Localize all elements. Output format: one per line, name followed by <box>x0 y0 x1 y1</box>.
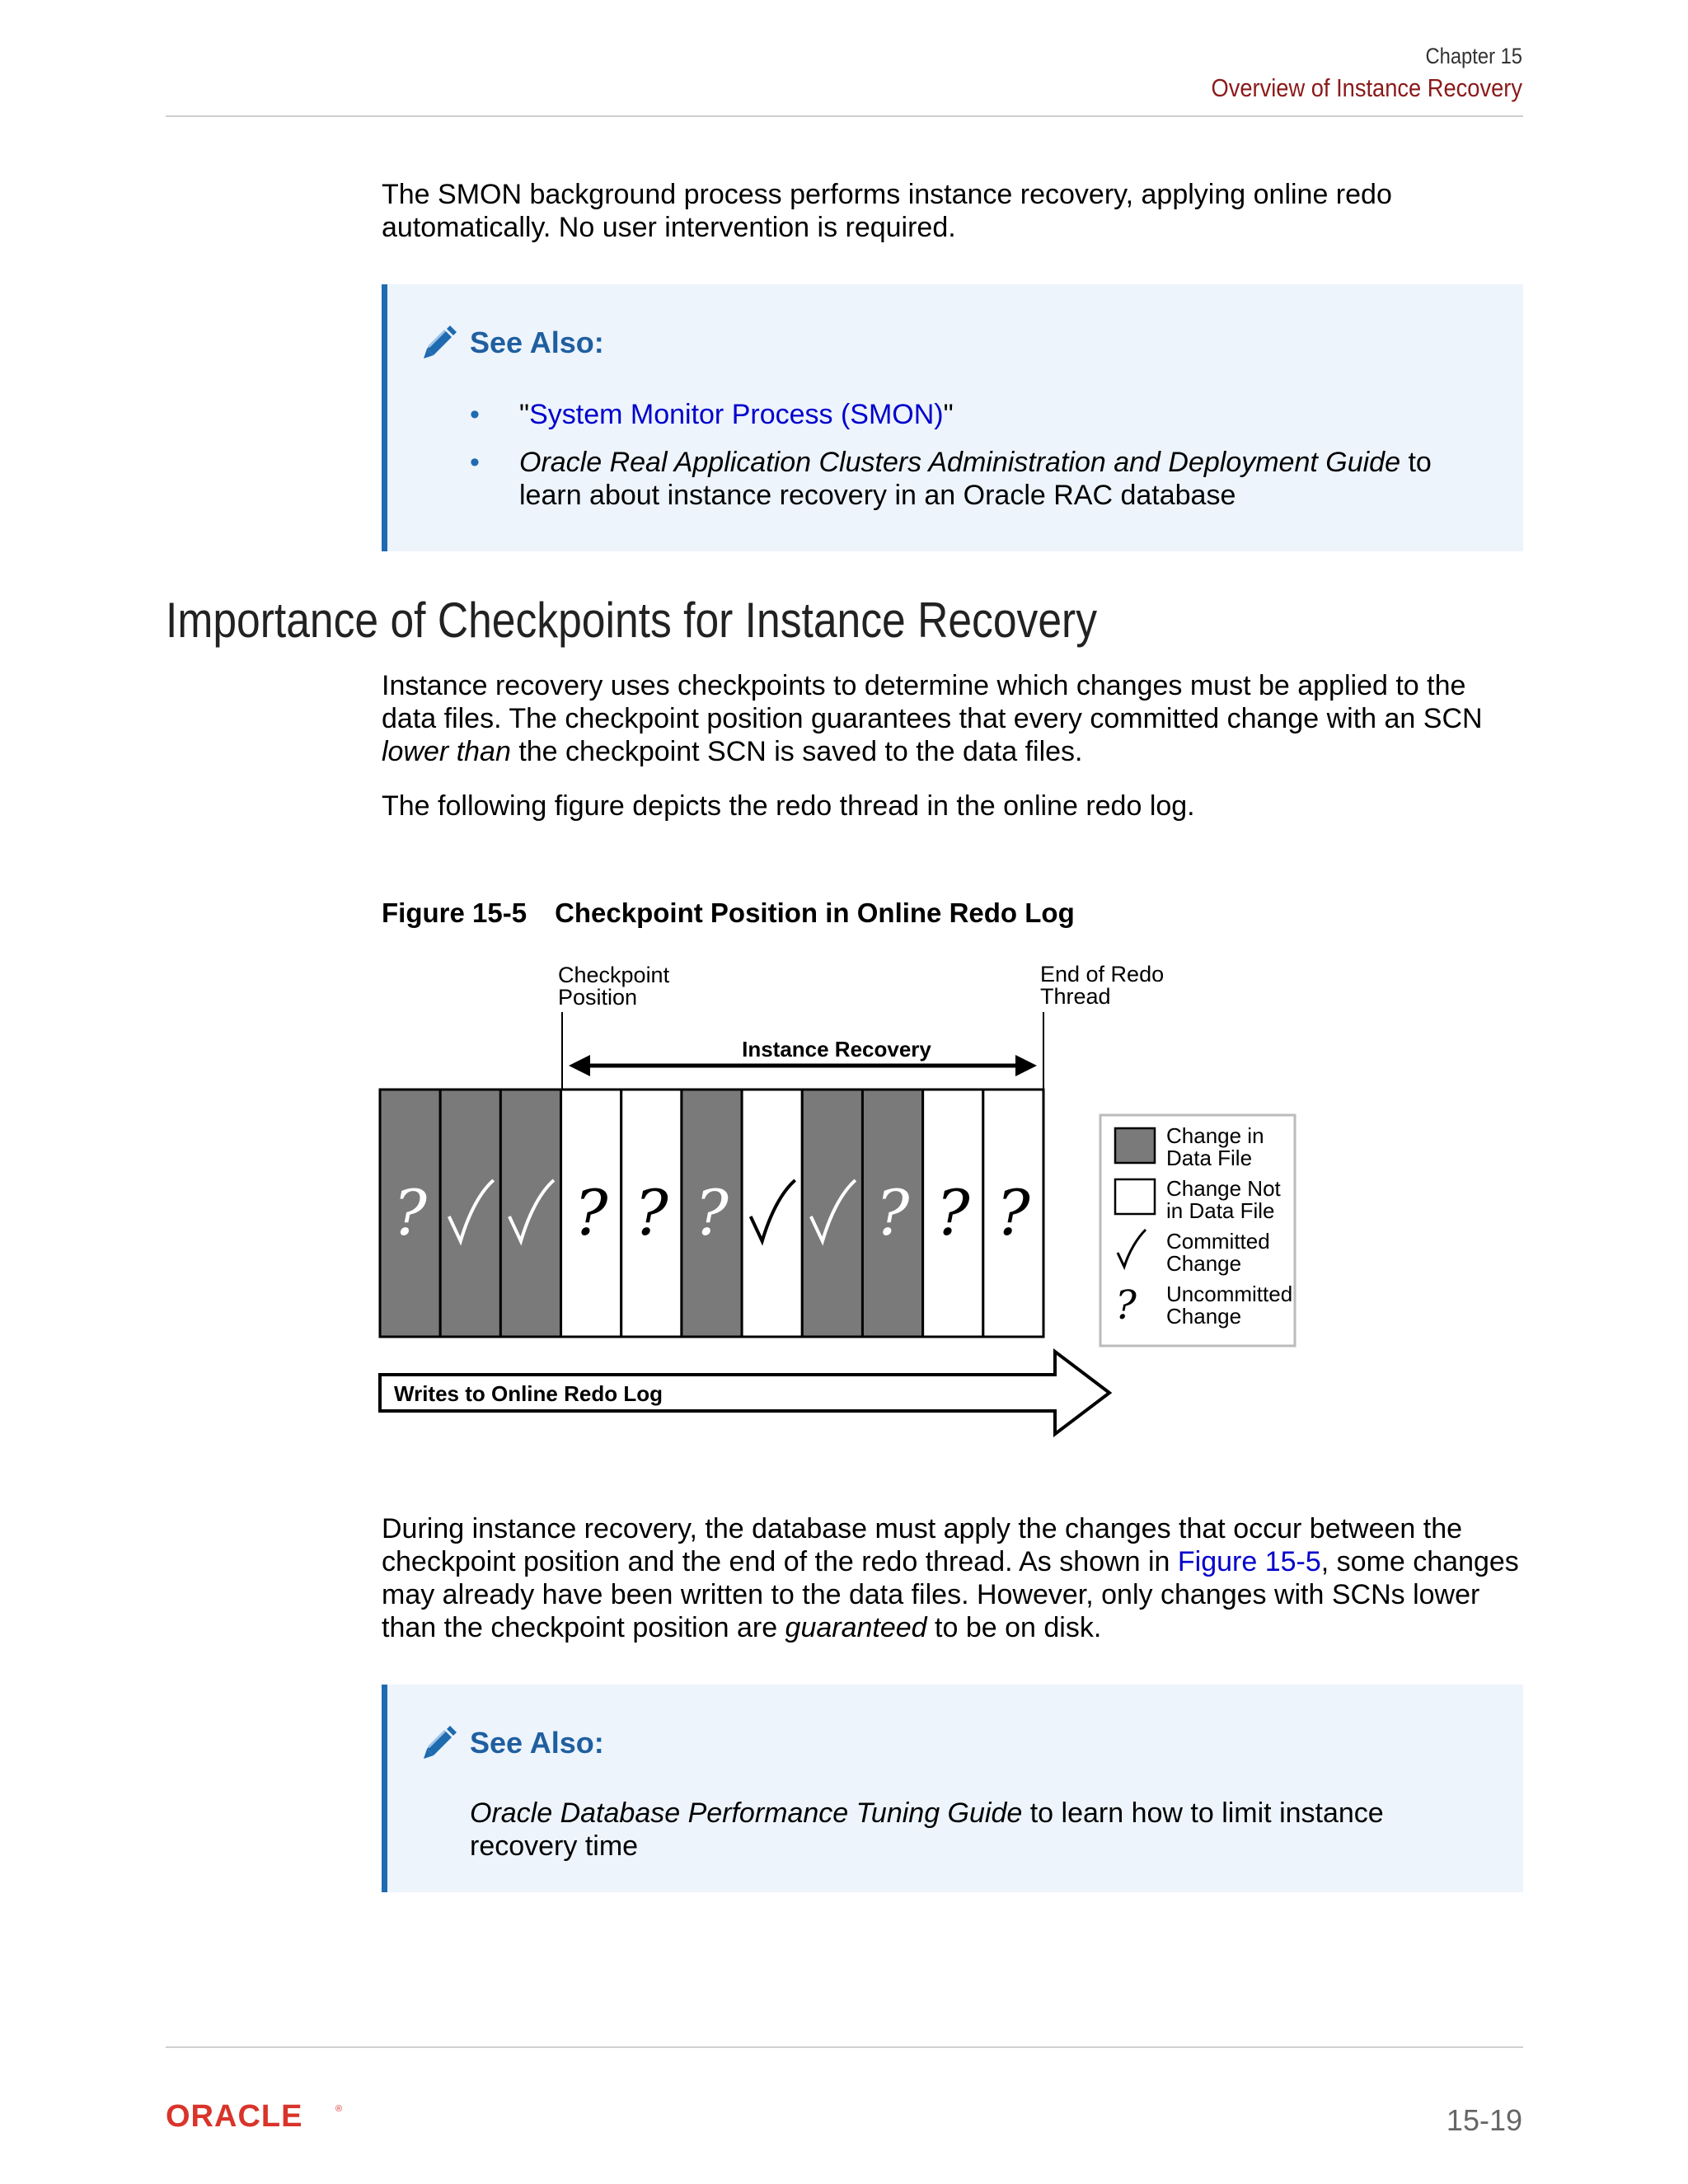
section-heading: Importance of Checkpoints for Instance Recovery <box>166 593 1098 648</box>
legend <box>1100 1115 1295 1346</box>
text-run: During instance recovery, the database must apply the changes that occur between the checkpoint position and the end of the redo thread. As shown in <box>382 1513 1463 1577</box>
legend-check-line1: Committed <box>1166 1229 1270 1254</box>
legend-light-line1: Change Not <box>1166 1176 1281 1201</box>
question-mark-icon: ? <box>996 1176 1030 1249</box>
chapter-label: Chapter 15 <box>1425 44 1522 68</box>
page-number: 15-19 <box>1446 2103 1522 2137</box>
figure-link[interactable]: Figure 15-5 <box>1177 1546 1321 1577</box>
see-also-box <box>382 284 1523 551</box>
quote-close: " <box>943 399 954 430</box>
question-mark-icon: ? <box>393 1176 427 1249</box>
figure-intro-paragraph: The following figure depicts the redo thread in the online redo log. <box>382 790 1195 822</box>
checkpoint-diagram <box>363 956 1311 1451</box>
checkpoint-paragraph <box>382 669 1519 768</box>
instance-recovery-label: Instance Recovery <box>742 1037 931 1062</box>
figure-number: Figure 15-5 <box>382 898 528 928</box>
see-also-list <box>470 398 1490 527</box>
svg-text:®: ® <box>335 2104 343 2114</box>
text-run: to learn how to limit instance recovery time <box>470 1797 1384 1862</box>
tuning-guide-text <box>470 1797 1490 1863</box>
end-label-line2: Thread <box>1040 984 1111 1009</box>
see-also-header <box>420 1724 604 1762</box>
question-mark-icon: ? <box>875 1176 910 1249</box>
recovery-paragraph <box>382 1512 1519 1644</box>
question-mark-icon: ? <box>695 1176 729 1249</box>
rac-guide-text: to learn about instance recovery in an Oracle RAC database <box>519 447 1432 511</box>
rac-guide-title: Oracle Real Application Clusters Administration and Deployment Guide <box>519 447 1400 478</box>
legend-q-line1: Uncommitted <box>1166 1282 1293 1306</box>
question-mark-icon: ? <box>935 1176 970 1249</box>
legend-light-swatch <box>1115 1179 1155 1214</box>
bullet-icon: • <box>470 399 480 430</box>
quote-open: " <box>519 399 530 430</box>
emphasis-text: guaranteed <box>785 1612 927 1643</box>
checkpoint-label-line2: Position <box>558 985 638 1010</box>
legend-dark-line1: Change in <box>1166 1123 1264 1148</box>
arrow-left-icon <box>569 1055 590 1076</box>
see-also-header <box>420 324 604 362</box>
pencil-icon <box>420 324 458 362</box>
oracle-logo <box>166 2100 355 2133</box>
text-run: Instance recovery uses checkpoints to determine which changes must be applied to the data files. The checkpoint position guarantees that every committed change with an SCN <box>382 670 1483 734</box>
redo-cells <box>380 1090 1043 1337</box>
text-run: the checkpoint SCN is saved to the data files. <box>510 736 1083 767</box>
tuning-guide-title: Oracle Database Performance Tuning Guide <box>470 1797 1023 1829</box>
legend-question-icon: ? <box>1115 1282 1137 1329</box>
question-mark-icon: ? <box>634 1176 668 1249</box>
legend-dark-swatch <box>1115 1128 1155 1163</box>
footer-rule <box>166 2046 1523 2048</box>
legend-dark-line2: Data File <box>1166 1146 1253 1170</box>
checkpoint-label-line1: Checkpoint <box>558 963 670 987</box>
intro-paragraph: The SMON background process performs instance recovery, applying online redo automatically. No user intervention is required. <box>382 179 1392 243</box>
legend-check-line2: Change <box>1166 1251 1242 1276</box>
see-also-title: See Also: <box>470 326 604 359</box>
bullet-icon: • <box>470 447 480 478</box>
see-also-box <box>382 1685 1523 1892</box>
figure-title: Checkpoint Position in Online Redo Log <box>555 898 1075 928</box>
text-run: , some changes may already have been written to the data files. However, only changes with SCNs lower than the checkpoint position are <box>382 1546 1519 1643</box>
list-item <box>470 398 1490 431</box>
smon-link[interactable]: System Monitor Process (SMON) <box>529 399 944 430</box>
header-rule <box>166 115 1523 117</box>
question-mark-icon: ? <box>574 1176 608 1249</box>
list-item <box>470 446 1490 512</box>
logo-text: ORACLE <box>166 2100 303 2133</box>
running-header <box>1169 41 1522 105</box>
emphasis-text: lower than <box>382 736 511 767</box>
legend-q-line2: Change <box>1166 1304 1242 1329</box>
arrow-right-icon <box>1015 1055 1037 1076</box>
section-label[interactable]: Overview of Instance Recovery <box>1211 73 1522 102</box>
text-run: to be on disk. <box>926 1612 1102 1643</box>
end-label-line1: End of Redo <box>1040 962 1165 987</box>
figure-caption <box>382 897 1075 930</box>
pencil-icon <box>420 1724 458 1762</box>
writes-label: Writes to Online Redo Log <box>394 1381 663 1406</box>
legend-light-line2: in Data File <box>1166 1198 1275 1223</box>
see-also-title: See Also: <box>470 1726 604 1760</box>
